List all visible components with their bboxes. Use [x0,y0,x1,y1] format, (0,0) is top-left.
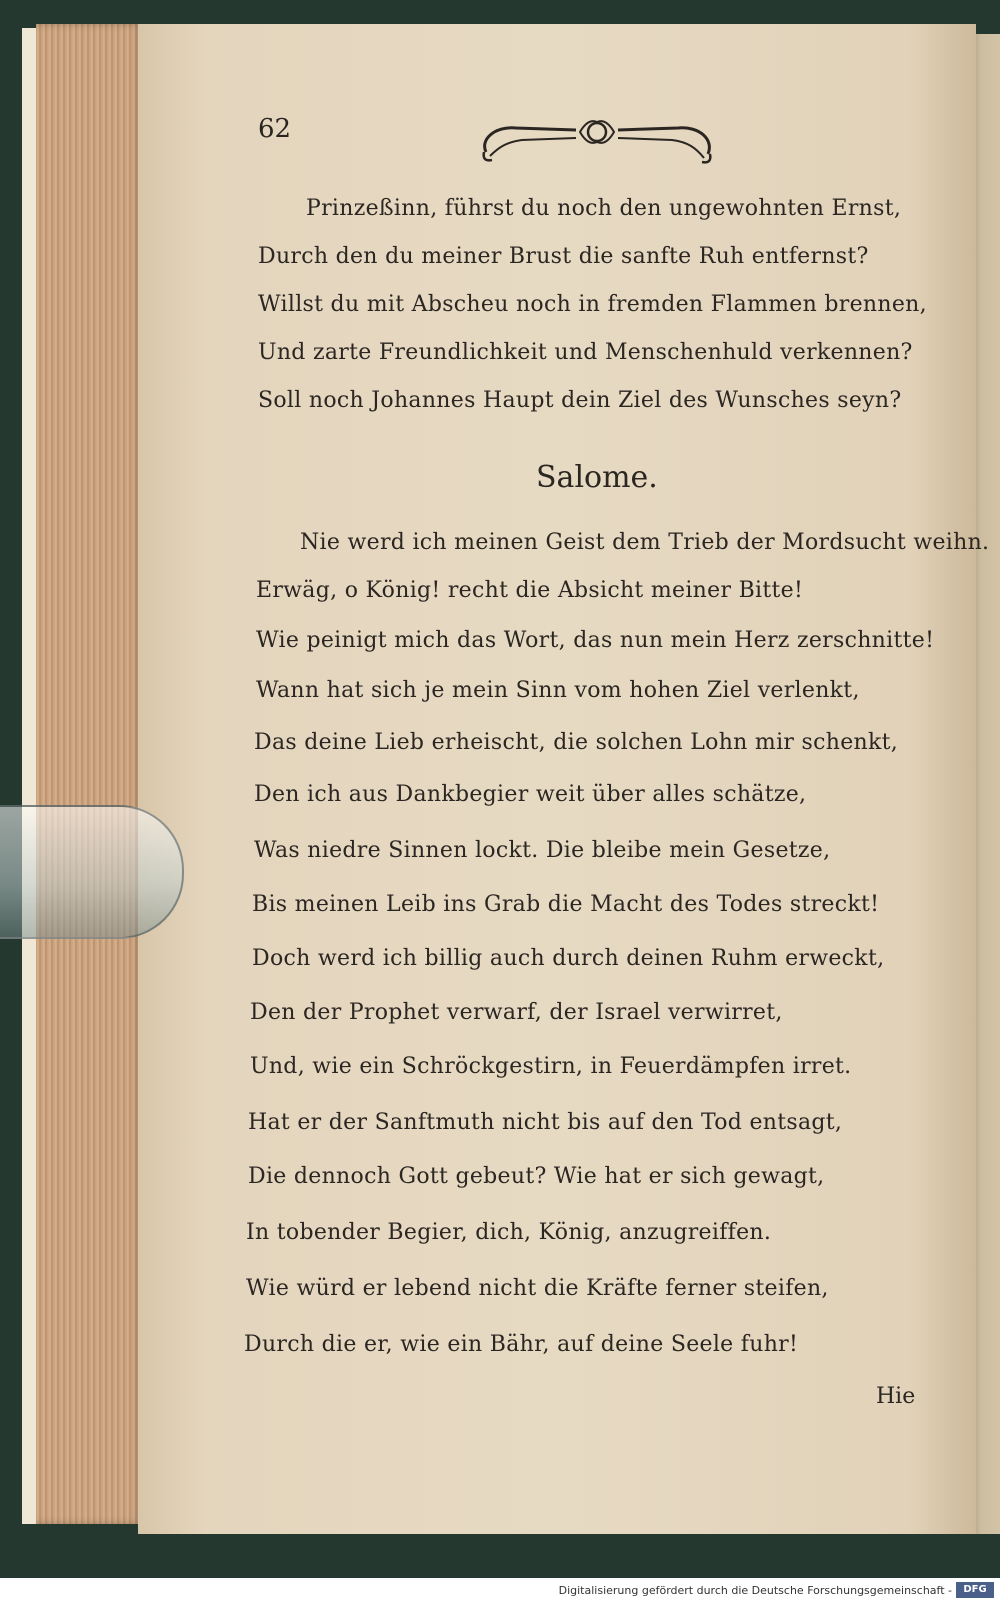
verse-line: Bis meinen Leib ins Grab die Macht des Todes streckt! [252,892,880,917]
verse-line: Die dennoch Gott gebeut? Wie hat er sich gewagt, [248,1164,825,1189]
verse-line: Und, wie ein Schröckgestirn, in Feuerdämpfen irret. [250,1054,852,1079]
page-number: 62 [258,114,292,144]
verse-line: Prinzeßinn, führst du noch den ungewohnten Ernst, [306,196,902,221]
verse-line: Den ich aus Dankbegier weit über alles schätze, [254,782,807,807]
footer-credit: Digitalisierung gefördert durch die Deutsche Forschungsgemeinschaft - [558,1584,952,1597]
page-edges [36,24,144,1524]
verse-line: Durch den du meiner Brust die sanfte Ruh entfernst? [258,244,869,269]
verse-line: Wann hat sich je mein Sinn vom hohen Ziel verlenkt, [256,678,860,703]
verse-line: Hat er der Sanftmuth nicht bis auf den Tod entsagt, [248,1110,843,1135]
verse-line: Den der Prophet verwarf, der Israel verwirret, [250,1000,783,1025]
verse-line: Wie peinigt mich das Wort, das nun mein Herz zerschnitte! [256,628,935,653]
verse-line: Durch die er, wie ein Bähr, auf deine Seele fuhr! [244,1332,799,1357]
glass-clip [0,805,184,939]
catchword: Hie [876,1384,916,1409]
speaker-heading: Salome. [536,460,658,495]
verse-line: Wie würd er lebend nicht die Kräfte ferner steifen, [246,1276,829,1301]
footer-bar [0,1578,1000,1606]
verse-line: Willst du mit Abscheu noch in fremden Flammen brennen, [258,292,927,317]
verse-line: Erwäg, o König! recht die Absicht meiner Bitte! [256,578,804,603]
verse-line: Was niedre Sinnen lockt. Die bleibe mein Gesetze, [254,838,831,863]
verse-line: Und zarte Freundlichkeit und Menschenhuld verkennen? [258,340,913,365]
verse-line: Soll noch Johannes Haupt dein Ziel des Wunsches seyn? [258,388,902,413]
verse-line: Das deine Lieb erheischt, die solchen Lohn mir schenkt, [254,730,899,755]
verse-line: In tobender Begier, dich, König, anzugreiffen. [246,1220,772,1245]
dfg-logo: DFG [956,1582,994,1598]
verse-line: Nie werd ich meinen Geist dem Trieb der Mordsucht weihn. [300,530,990,555]
ornament-icon [476,112,718,168]
verse-line: Doch werd ich billig auch durch deinen Ruhm erweckt, [252,946,885,971]
